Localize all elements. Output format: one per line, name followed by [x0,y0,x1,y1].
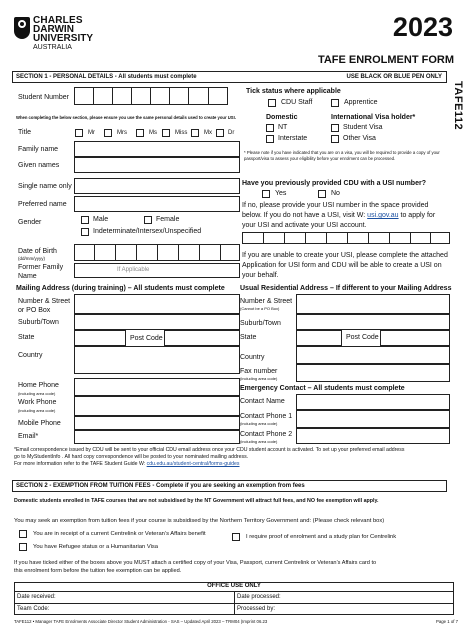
mailing-suburb-label: Suburb/Town [18,319,59,326]
title-label: Title [18,129,31,136]
nt-label: NT [278,124,288,131]
contact-phone2-field[interactable] [296,428,450,444]
title-dr-checkbox[interactable] [216,129,224,137]
contact-phone2-hint: (including area code) [240,439,278,444]
home-phone-field[interactable] [74,378,240,396]
email-note-line2: go to MyStudentInfo . All hard copy correspondence will be posted to your nominated mailing address. [14,454,249,460]
attach-note-line2: this enrolment form before the tuition fee exemption can be applied. [14,568,182,574]
usi-details-note: When completing the below section, please ensure you use the same personal details used to create your USI. [16,115,236,120]
section2-subtitle: Domestic students enrolled in TAFE courses that are not subsidised by the NT Government will attract full fees, and NO fee exemption will apply. [14,498,379,504]
form-title: TAFE ENROLMENT FORM [317,54,454,66]
footer-text: TAFE112 • Manager TAFE Enrolments Associate Director Student Administration - SAS – Updated April 2023 – TRM04 (Imprint 06.23 [14,619,268,624]
other-visa-label: Other Visa [343,135,376,142]
mobile-phone-label: Mobile Phone [18,420,61,427]
exemption-intro: You may seek an exemption from tuition fees if your course is subsidised by the Northern Territory Government and: (Please check relevant box) [14,518,385,524]
res-state-field[interactable] [296,330,342,346]
title-dr-label: Dr [228,130,235,136]
mailing-pobox-text: or PO Box [18,307,51,314]
family-name-label: Family name [18,146,59,153]
dob-label: Date of Birth [18,248,57,255]
usi-instr-line3: your USI and activate your USI account. [242,222,367,229]
gender-male-label: Male [93,216,109,223]
res-postcode-field[interactable] [380,330,450,346]
date-processed-label: Date processed: [237,594,281,600]
email-note-line3 [14,461,454,468]
contact-name-label: Contact Name [240,398,285,405]
res-suburb-field[interactable] [296,314,450,330]
contact-name-field[interactable] [296,394,450,410]
title-ms-label: Ms [149,130,157,136]
mailing-country-label: Country [18,352,43,359]
title-miss-label: Miss [175,130,188,136]
home-phone-label: Home Phone [18,382,59,389]
usi-instr-line2 [242,211,452,221]
email-label: Email* [18,433,39,440]
res-state-label: State [240,334,257,341]
office-use-title: OFFICE USE ONLY [207,583,261,589]
gender-male-checkbox[interactable] [81,216,89,224]
section2-title: SECTION 2 - EXEMPTION FROM TUITION FEES - Complete if you are seeking an exemption from fees [16,483,305,489]
home-phone-hint: (including area code) [18,391,56,396]
usi-no-label: No [331,190,340,197]
fax-hint: (including area code) [240,376,278,381]
section2-bar [12,480,447,492]
cdu-staff-checkbox[interactable] [268,99,276,107]
work-phone-hint: (including area code) [18,408,56,413]
usi-instr-line1: If no, please provide your USI number in the space provided [242,202,429,209]
form-year: 2023 [392,12,453,42]
cdu-staff-label: CDU Staff [281,99,313,106]
usi-yes-checkbox[interactable] [262,190,270,198]
email-field[interactable] [74,430,240,444]
usi-instr-line2-text: below. If you do not have a USI, visit W: [242,212,366,219]
international-title: International Visa holder* [331,114,416,121]
proof-enrolment-label: I require proof of enrolment and a study plan for Centrelink [246,534,397,540]
residential-title: Usual Residential Address – If different to your Mailing Address [240,285,452,292]
title-mrs-checkbox[interactable] [104,129,112,137]
single-name-label: Single name only [18,183,72,190]
title-mr-checkbox[interactable] [75,129,83,137]
emergency-title: Emergency Contact – All students must complete [240,385,405,392]
title-mx-checkbox[interactable] [191,129,199,137]
given-names-label: Given names [18,162,60,169]
gender-indeterminate-label: Indeterminate/Intersex/Unspecified [93,228,202,235]
student-number-label: Student Number [18,94,69,101]
mailing-suburb-field[interactable] [74,314,240,330]
family-name-field[interactable] [74,141,240,157]
usi-app-line3: your behalf. [242,272,279,279]
usi-instr-line2-end: to apply for [400,212,436,219]
team-code-label: Team Code: [17,606,50,612]
given-names-field[interactable] [74,157,240,173]
refugee-status-checkbox[interactable] [19,543,27,551]
contact-phone2-label: Contact Phone 2 [240,431,293,438]
mailing-state-label: State [18,334,35,341]
logo-line1: CHARLES [33,15,83,26]
fax-field[interactable] [296,364,450,382]
student-visa-label: Student Visa [343,124,383,131]
email-note-line3-text: For more information refer to the TAFE Student Guide W: [14,461,146,467]
usi-application-note [242,251,452,281]
res-street-hint: (Cannot be a PO Box) [240,306,280,311]
apprentice-label: Apprentice [344,99,378,106]
usi-instructions [242,201,452,231]
mailing-street-label [18,297,70,315]
contact-phone1-hint: (including area code) [240,421,278,426]
res-country-field[interactable] [296,346,450,364]
logo-line4: AUSTRALIA [33,44,72,51]
centrelink-benefit-label: You are in receipt of a current Centrelink or Veteran’s Affairs benefit [33,531,206,537]
work-phone-label: Work Phone [18,399,57,406]
mailing-street-text: Number & Street [18,298,71,305]
other-visa-checkbox[interactable] [331,135,339,143]
usi-question: Have you previously provided CDU with a USI number? [242,180,426,187]
usi-gov-link[interactable]: usi.gov.au [367,212,399,219]
res-postcode-label: Post Code [346,334,379,341]
exemption-attach-note [14,559,454,575]
tick-status-title: Tick status where applicable [246,88,341,95]
student-visa-checkbox[interactable] [331,124,339,132]
single-name-field[interactable] [74,178,240,194]
logo-line2: DARWIN [33,24,74,35]
contact-phone1-field[interactable] [296,410,450,428]
apprentice-checkbox[interactable] [331,99,339,107]
if-applicable-placeholder: If Applicable [117,267,150,273]
preferred-name-label: Preferred name [18,201,67,208]
interstate-checkbox[interactable] [266,135,274,143]
proof-enrolment-checkbox[interactable] [232,533,240,541]
domestic-title: Domestic [266,114,298,121]
date-received-label: Date received: [17,594,56,600]
former-family-name-label: Former Family Name [18,264,64,280]
contact-phone1-label: Contact Phone 1 [240,413,293,420]
mailing-country-field[interactable] [74,346,240,374]
gender-female-checkbox[interactable] [144,216,152,224]
form-code: TAFE112 [452,81,464,131]
interstate-label: Interstate [278,135,308,142]
work-phone-field[interactable] [74,396,240,416]
title-ms-checkbox[interactable] [136,129,144,137]
mailing-state-field[interactable] [74,330,126,346]
gender-label: Gender [18,219,42,226]
section1-bar [12,71,447,83]
usi-app-line1: If you are unable to create your USI, please complete the attached [242,252,448,259]
usi-no-checkbox[interactable] [318,190,326,198]
logo-line3: UNIVERSITY [33,33,94,44]
mailing-postcode-label: Post Code [130,335,163,342]
forms-guides-link[interactable]: cdu.edu.au/student-central/forms-guides [146,461,240,467]
former-family-name-field[interactable] [74,263,240,278]
usi-app-line2: Application for USI form and CDU will be able to create a USI on [242,262,442,269]
gender-indeterminate-checkbox[interactable] [81,228,89,236]
mailing-title: Mailing Address (during training) – All students must complete [16,285,225,292]
title-mx-label: Mx [204,130,212,136]
attach-note-line1: If you have ticked either of the boxes above you MUST attach a certified copy of your Visa, Passport, current Centrelink or Veteran’s Affairs card to [14,560,377,566]
mobile-phone-field[interactable] [74,416,240,430]
res-country-label: Country [240,354,265,361]
res-street-label: Number & Street [240,298,293,305]
mailing-postcode-field[interactable] [164,330,240,346]
title-miss-checkbox[interactable] [162,129,170,137]
centrelink-benefit-checkbox[interactable] [19,530,27,538]
page-number: Page 1 of 7 [436,619,458,624]
nt-checkbox[interactable] [266,124,274,132]
refugee-status-label: You have Refugee status or a Humanitarian Visa [33,544,159,550]
mailing-street-field[interactable] [74,294,240,314]
res-street-field[interactable] [296,294,450,314]
section1-title: SECTION 1 - PERSONAL DETAILS - All students must complete [16,74,197,80]
usi-yes-label: Yes [275,190,287,197]
res-suburb-label: Suburb/Town [240,320,281,327]
email-correspondence-note [14,447,454,468]
gender-female-label: Female [156,216,180,223]
title-mr-label: Mr [88,130,95,136]
fax-label: Fax number [240,368,278,375]
email-note-line1: *Email correspondence issued by CDU will be sent to your official CDU email address once your CDU student account is activated. To set up your preferred email address [14,447,405,453]
dob-format-hint: (dd/mm/yyyy) [18,256,45,261]
processed-by-label: Processed by: [237,606,276,612]
title-mrs-label: Mrs [117,130,127,136]
ink-instruction: USE BLACK OR BLUE PEN ONLY [346,74,442,80]
preferred-name-field[interactable] [74,196,240,212]
visa-footnote: * Please note if you have indicated that you are on a visa, you will be required to provide a copy of your passport/visa to assess your eligibility before your enrolment can be processed. [244,150,440,161]
